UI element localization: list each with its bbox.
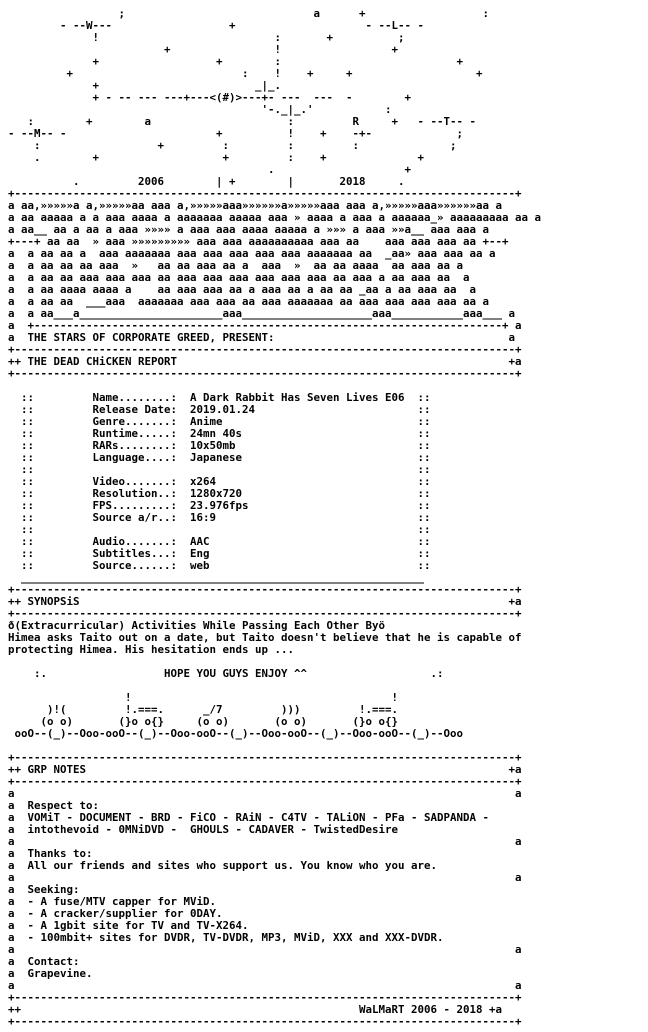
header-art-line: . 2006 | + | 2018 .: [8, 175, 405, 188]
logo-art-line: a aa,»»»»»a a,»»»»»aa aaa a,»»»»»aaa»»»»»»a»»»»»aaa aaa a,»»»»»aaa»»»»»»aa a: [8, 199, 503, 212]
divider: +-----------------------------------------------------------------------------+: [8, 367, 522, 380]
info-row: :: ::: [8, 523, 431, 536]
notes-line: a - A cracker/supplier for 0DAY.: [8, 907, 223, 920]
notes-line: a a: [8, 871, 522, 884]
logo-art-line: a a aa aaaa aaaa a aa aaa aaa aa a aaa aa a aa aa _aa a aa aaa aa a: [8, 283, 477, 296]
section-header-synopsis: ++ SYNOPSiS +a: [8, 595, 522, 608]
synopsis-title: ð(Extracurricular) Activities While Passing Each Other Byö: [8, 619, 386, 632]
notes-line: a Respect to:: [8, 799, 100, 812]
info-row-release-date: :: Release Date: 2019.01.24 ::: [8, 403, 431, 416]
header-art-line: ! : + ;: [8, 31, 405, 44]
notes-line: a - A fuse/MTV capper for MViD.: [8, 895, 217, 908]
logo-art-line: +-----------------------------------------------------------------------------+: [8, 187, 522, 200]
logo-art-line: a a aa aa aa aaa » aa aa aaa aa a aaa » aa aa aaaa aa aaa aa a: [8, 259, 464, 272]
info-row-source: :: Source......: web ::: [8, 559, 431, 572]
logo-art-line: a aa__ aa a aa a aaa »»»» a aaa aaa aaaa aaaaa a »»» a aaa »»a__ aaa aaa a: [8, 223, 490, 236]
owl-art-line: ! !: [8, 691, 399, 704]
info-underline: ______________________________________________________________: [8, 571, 425, 584]
header-art-line: . +: [8, 163, 412, 176]
info-row-name: :: Name........: A Dark Rabbit Has Seven Lives E06 ::: [8, 391, 431, 404]
header-art-line: + : ! + + +: [8, 67, 483, 80]
logo-art-line: a a aa aa ___aaa aaaaaaa aaa aaa aa aaa aaaaaaa aa aaa aaa aaa aaa aa a: [8, 295, 490, 308]
notes-line: a a: [8, 787, 522, 800]
notes-line: a Contact:: [8, 955, 80, 968]
divider: +-----------------------------------------------------------------------------+: [8, 343, 522, 356]
notes-line: a - 100mbit+ sites for DVDR, TV-DVDR, MP3, MViD, XXX and XXX-DVDR.: [8, 931, 444, 944]
info-row-resolution: :: Resolution..: 1280x720 ::: [8, 487, 431, 500]
logo-art-line: a a aa aa a aaa aaaaaaa aaa aaa aaa aaa aaa aaaaaaa aa _aa» aaa aaa aa a: [8, 247, 496, 260]
logo-art-line: a a aa aa aaa aaa aaa aa aaa aaa aaa aaa aaa aaa aa aaa a aa aaa aa a: [8, 271, 470, 284]
enjoy-line: :. HOPE YOU GUYS ENJOY ^^ .:: [8, 667, 444, 680]
header-art-line: . + + : + +: [8, 151, 425, 164]
header-art-line: - --M-- - + ! + -+- ;: [8, 127, 464, 140]
footer-line: ++ WaLMaRT 2006 - 2018 +a: [8, 1003, 503, 1016]
logo-art-line: a aa aaaaa a a aaa aaaa a aaaaaaa aaaaa aaa » aaaa a aaa a aaaaaa_» aaaaaaaaa aa a: [8, 211, 542, 224]
owl-art-line: ooO--(_)--Ooo-ooO--(_)--Ooo-ooO--(_)--Ooo-ooO--(_)--Ooo-ooO--(_)--Ooo: [8, 727, 464, 740]
info-row-fps: :: FPS.........: 23.976fps ::: [8, 499, 431, 512]
synopsis-text: protecting Himea. His hesitation ends up ...: [8, 643, 295, 656]
section-header-notes: ++ GRP NOTES +a: [8, 763, 522, 776]
logo-art-line: a a aa___a______________________aaa____________________aaa___________aaa___ a: [8, 307, 516, 320]
header-art-line: - --W--- + - --L-- -: [8, 19, 425, 32]
info-row-genre: :: Genre.......: Anime ::: [8, 415, 431, 428]
notes-line: a a: [8, 943, 522, 956]
header-art-line: + ! +: [8, 43, 399, 56]
owl-art-line: )!( !.===. _/7 ))) !.===.: [8, 703, 399, 716]
info-row-language: :: Language....: Japanese ::: [8, 451, 431, 464]
owl-art-line: (o o) (}o o{} (o o) (o o) (}o o{}: [8, 715, 399, 728]
info-row-video: :: Video.......: x264 ::: [8, 475, 431, 488]
header-art-line: + + : +: [8, 55, 464, 68]
divider: +-----------------------------------------------------------------------------+: [8, 991, 522, 1004]
notes-line: a Thanks to:: [8, 847, 93, 860]
header-art-line: : + a : R + - --T-- -: [8, 115, 477, 128]
notes-line: a VOMiT - DOCUMENT - BRD - FiCO - RAiN - C4TV - TALiON - PFa - SADPANDA -: [8, 811, 490, 824]
section-header-report: ++ THE DEAD CHiCKEN REPORT +a: [8, 355, 522, 368]
header-art-line: : + : : : ;: [8, 139, 457, 152]
info-row-subtitles: :: Subtitles...: Eng ::: [8, 547, 431, 560]
divider: +-----------------------------------------------------------------------------+: [8, 1015, 522, 1028]
notes-line: a Grapevine.: [8, 967, 93, 980]
notes-line: a intothevoid - 0MNiDVD - GHOULS - CADAVER - TwistedDesire: [8, 823, 399, 836]
notes-line: a - A 1gbit site for TV and TV-X264.: [8, 919, 249, 932]
notes-line: a Seeking:: [8, 883, 80, 896]
logo-art-line: a +------------------------------------------------------------------------+ a: [8, 319, 522, 332]
notes-line: a a: [8, 979, 522, 992]
synopsis-text: Himea asks Taito out on a date, but Taito doesn't believe that he is capable of: [8, 631, 522, 644]
divider: +-----------------------------------------------------------------------------+: [8, 751, 522, 764]
presenter-line: a THE STARS OF CORPORATE GREED, PRESENT: a: [8, 331, 516, 344]
header-art-line: + - -- --- ---+---<(#)>---+- --- --- - +: [8, 91, 412, 104]
nfo-document: [8, 8, 648, 1028]
logo-art-line: +---+ aa aa » aaa »»»»»»»»» aaa aaa aaaaaaaaaa aaa aa aaa aaa aaa aa +--+: [8, 235, 509, 248]
info-row-source-ar: :: Source a/r..: 16:9 ::: [8, 511, 431, 524]
notes-line: a All our friends and sites who support us. You know who you are.: [8, 859, 438, 872]
info-row-rars: :: RARs........: 10x50mb ::: [8, 439, 431, 452]
divider: +-----------------------------------------------------------------------------+: [8, 607, 522, 620]
header-art-line: '-._|_.' :: [8, 103, 392, 116]
info-row: :: ::: [8, 463, 431, 476]
header-art-line: ; a + :: [8, 7, 490, 20]
info-row-runtime: :: Runtime.....: 24mn 40s ::: [8, 427, 431, 440]
notes-line: a a: [8, 835, 522, 848]
divider: +-----------------------------------------------------------------------------+: [8, 775, 522, 788]
header-art-line: + _|_.: [8, 79, 282, 92]
divider: +-----------------------------------------------------------------------------+: [8, 583, 522, 596]
info-row-audio: :: Audio.......: AAC ::: [8, 535, 431, 548]
